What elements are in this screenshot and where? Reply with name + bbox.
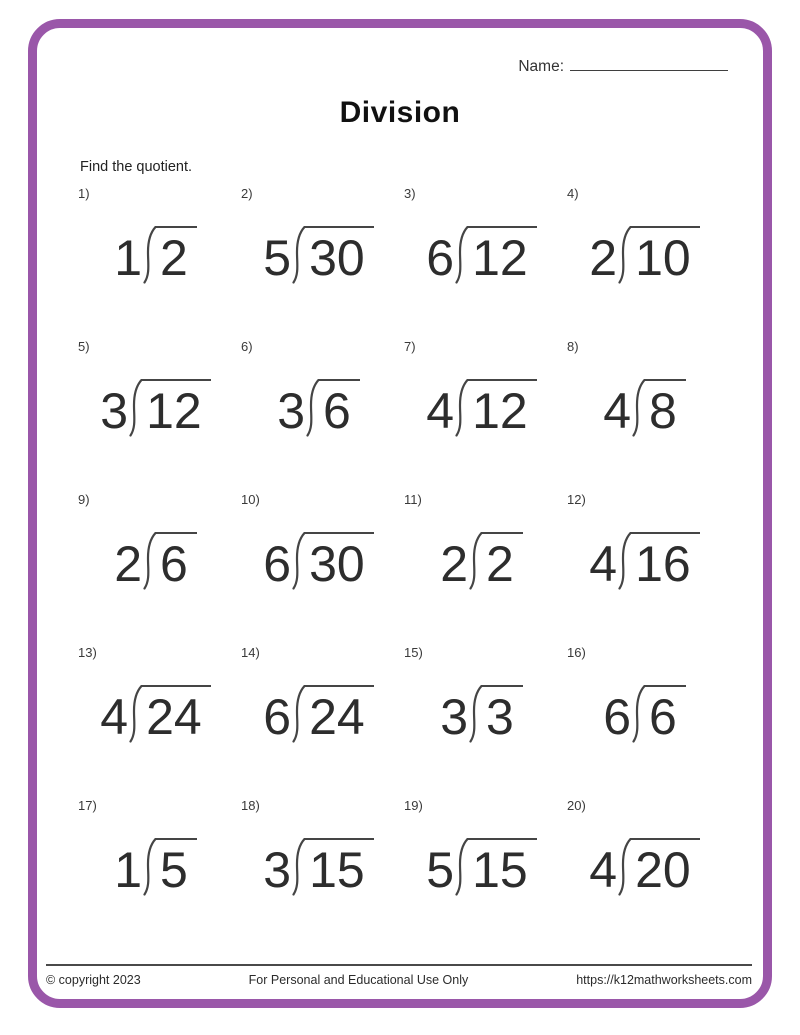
long-division-expression: [263, 226, 373, 284]
division-bracket-icon: [469, 532, 483, 590]
division-problem: [567, 645, 730, 798]
problem-number: 15): [404, 645, 423, 660]
problem-number: 2): [241, 186, 253, 201]
division-problem: [241, 798, 404, 951]
divisor: 3: [100, 383, 129, 439]
divisor: 6: [263, 536, 292, 592]
division-bracket-icon: [455, 379, 469, 437]
divisor: 4: [589, 842, 618, 898]
division-bracket-icon: [469, 685, 483, 743]
name-field: [518, 58, 728, 76]
division-bracket-icon: [129, 379, 143, 437]
long-division-expression: [589, 532, 699, 590]
division-problem: [241, 339, 404, 492]
problem-number: 7): [404, 339, 416, 354]
divisor: 4: [426, 383, 455, 439]
division-bracket-icon: [143, 226, 157, 284]
division-bracket-icon: [632, 685, 646, 743]
dividend: 24: [305, 685, 374, 743]
dividend: 12: [468, 226, 537, 284]
divisor: 5: [263, 230, 292, 286]
footer: [46, 973, 752, 987]
dividend: 6: [319, 379, 360, 437]
long-division-expression: [114, 838, 197, 896]
problem-number: 8): [567, 339, 579, 354]
division-bracket-icon: [455, 838, 469, 896]
division-bracket-icon: [292, 685, 306, 743]
problem-number: 5): [78, 339, 90, 354]
divisor: 4: [603, 383, 631, 439]
division-problem: [78, 339, 241, 492]
divisor: 5: [426, 842, 455, 898]
divisor: 4: [589, 536, 618, 592]
division-bracket-icon: [455, 226, 469, 284]
long-division-expression: [114, 532, 197, 590]
problem-number: 4): [567, 186, 579, 201]
division-bracket-icon: [618, 838, 632, 896]
long-division-expression: [603, 379, 686, 437]
dividend: 30: [305, 226, 374, 284]
divisor: 6: [426, 230, 455, 286]
division-bracket-icon: [632, 379, 646, 437]
dividend: 15: [305, 838, 374, 896]
instruction-text: Find the quotient.: [80, 159, 193, 175]
division-problem: [78, 798, 241, 951]
long-division-expression: [589, 226, 699, 284]
divisor: 1: [114, 230, 142, 286]
divisor: 3: [277, 383, 305, 439]
division-problem: [78, 186, 241, 339]
long-division-expression: [426, 379, 536, 437]
division-bracket-icon: [292, 838, 306, 896]
division-bracket-icon: [292, 532, 306, 590]
division-problem: [241, 645, 404, 798]
division-problem: [404, 339, 567, 492]
problem-number: 13): [78, 645, 97, 660]
dividend: 2: [482, 532, 523, 590]
problem-number: 12): [567, 492, 586, 507]
divisor: 2: [440, 536, 468, 592]
dividend: 10: [631, 226, 700, 284]
dividend: 2: [156, 226, 197, 284]
division-bracket-icon: [129, 685, 143, 743]
long-division-expression: [603, 685, 686, 743]
divisor: 3: [263, 842, 292, 898]
dividend: 8: [645, 379, 686, 437]
problems-grid: [78, 186, 730, 951]
name-label: Name:: [518, 58, 564, 75]
divisor: 3: [440, 689, 468, 745]
problem-number: 19): [404, 798, 423, 813]
page-title: Division: [339, 96, 461, 129]
dividend: 16: [631, 532, 700, 590]
dividend: 6: [156, 532, 197, 590]
divisor: 6: [263, 689, 292, 745]
problem-number: 3): [404, 186, 416, 201]
footer-website-url: https://k12mathworksheets.com: [576, 973, 752, 987]
long-division-expression: [589, 838, 699, 896]
division-bracket-icon: [143, 532, 157, 590]
problem-number: 6): [241, 339, 253, 354]
division-bracket-icon: [292, 226, 306, 284]
division-problem: [404, 186, 567, 339]
division-problem: [404, 492, 567, 645]
divisor: 2: [589, 230, 618, 286]
dividend: 12: [142, 379, 211, 437]
problem-number: 18): [241, 798, 260, 813]
dividend: 5: [156, 838, 197, 896]
long-division-expression: [100, 379, 210, 437]
division-problem: [241, 186, 404, 339]
divisor: 2: [114, 536, 142, 592]
dividend: 6: [645, 685, 686, 743]
footer-divider-line: [46, 964, 752, 966]
dividend: 3: [482, 685, 523, 743]
problem-number: 16): [567, 645, 586, 660]
division-bracket-icon: [618, 532, 632, 590]
long-division-expression: [263, 838, 373, 896]
division-problem: [78, 492, 241, 645]
footer-usage-note: For Personal and Educational Use Only: [248, 973, 469, 987]
problem-number: 20): [567, 798, 586, 813]
long-division-expression: [277, 379, 360, 437]
dividend: 20: [631, 838, 700, 896]
dividend: 15: [468, 838, 537, 896]
long-division-expression: [426, 838, 536, 896]
division-problem: [404, 645, 567, 798]
division-problem: [567, 492, 730, 645]
dividend: 24: [142, 685, 211, 743]
long-division-expression: [114, 226, 197, 284]
footer-copyright: © copyright 2023: [46, 973, 141, 987]
dividend: 12: [468, 379, 537, 437]
division-bracket-icon: [306, 379, 320, 437]
long-division-expression: [426, 226, 536, 284]
problem-number: 11): [404, 492, 422, 507]
dividend: 30: [305, 532, 374, 590]
division-bracket-icon: [143, 838, 157, 896]
problem-number: 17): [78, 798, 97, 813]
long-division-expression: [100, 685, 210, 743]
division-problem: [241, 492, 404, 645]
problem-number: 14): [241, 645, 260, 660]
division-problem: [567, 186, 730, 339]
problem-number: 9): [78, 492, 90, 507]
long-division-expression: [440, 685, 523, 743]
division-problem: [567, 798, 730, 951]
long-division-expression: [440, 532, 523, 590]
long-division-expression: [263, 685, 373, 743]
divisor: 1: [114, 842, 142, 898]
problem-number: 10): [241, 492, 260, 507]
divisor: 4: [100, 689, 129, 745]
divisor: 6: [603, 689, 631, 745]
long-division-expression: [263, 532, 373, 590]
problem-number: 1): [78, 186, 90, 201]
division-problem: [78, 645, 241, 798]
division-problem: [404, 798, 567, 951]
division-problem: [567, 339, 730, 492]
name-blank-line: [570, 68, 728, 71]
division-bracket-icon: [618, 226, 632, 284]
